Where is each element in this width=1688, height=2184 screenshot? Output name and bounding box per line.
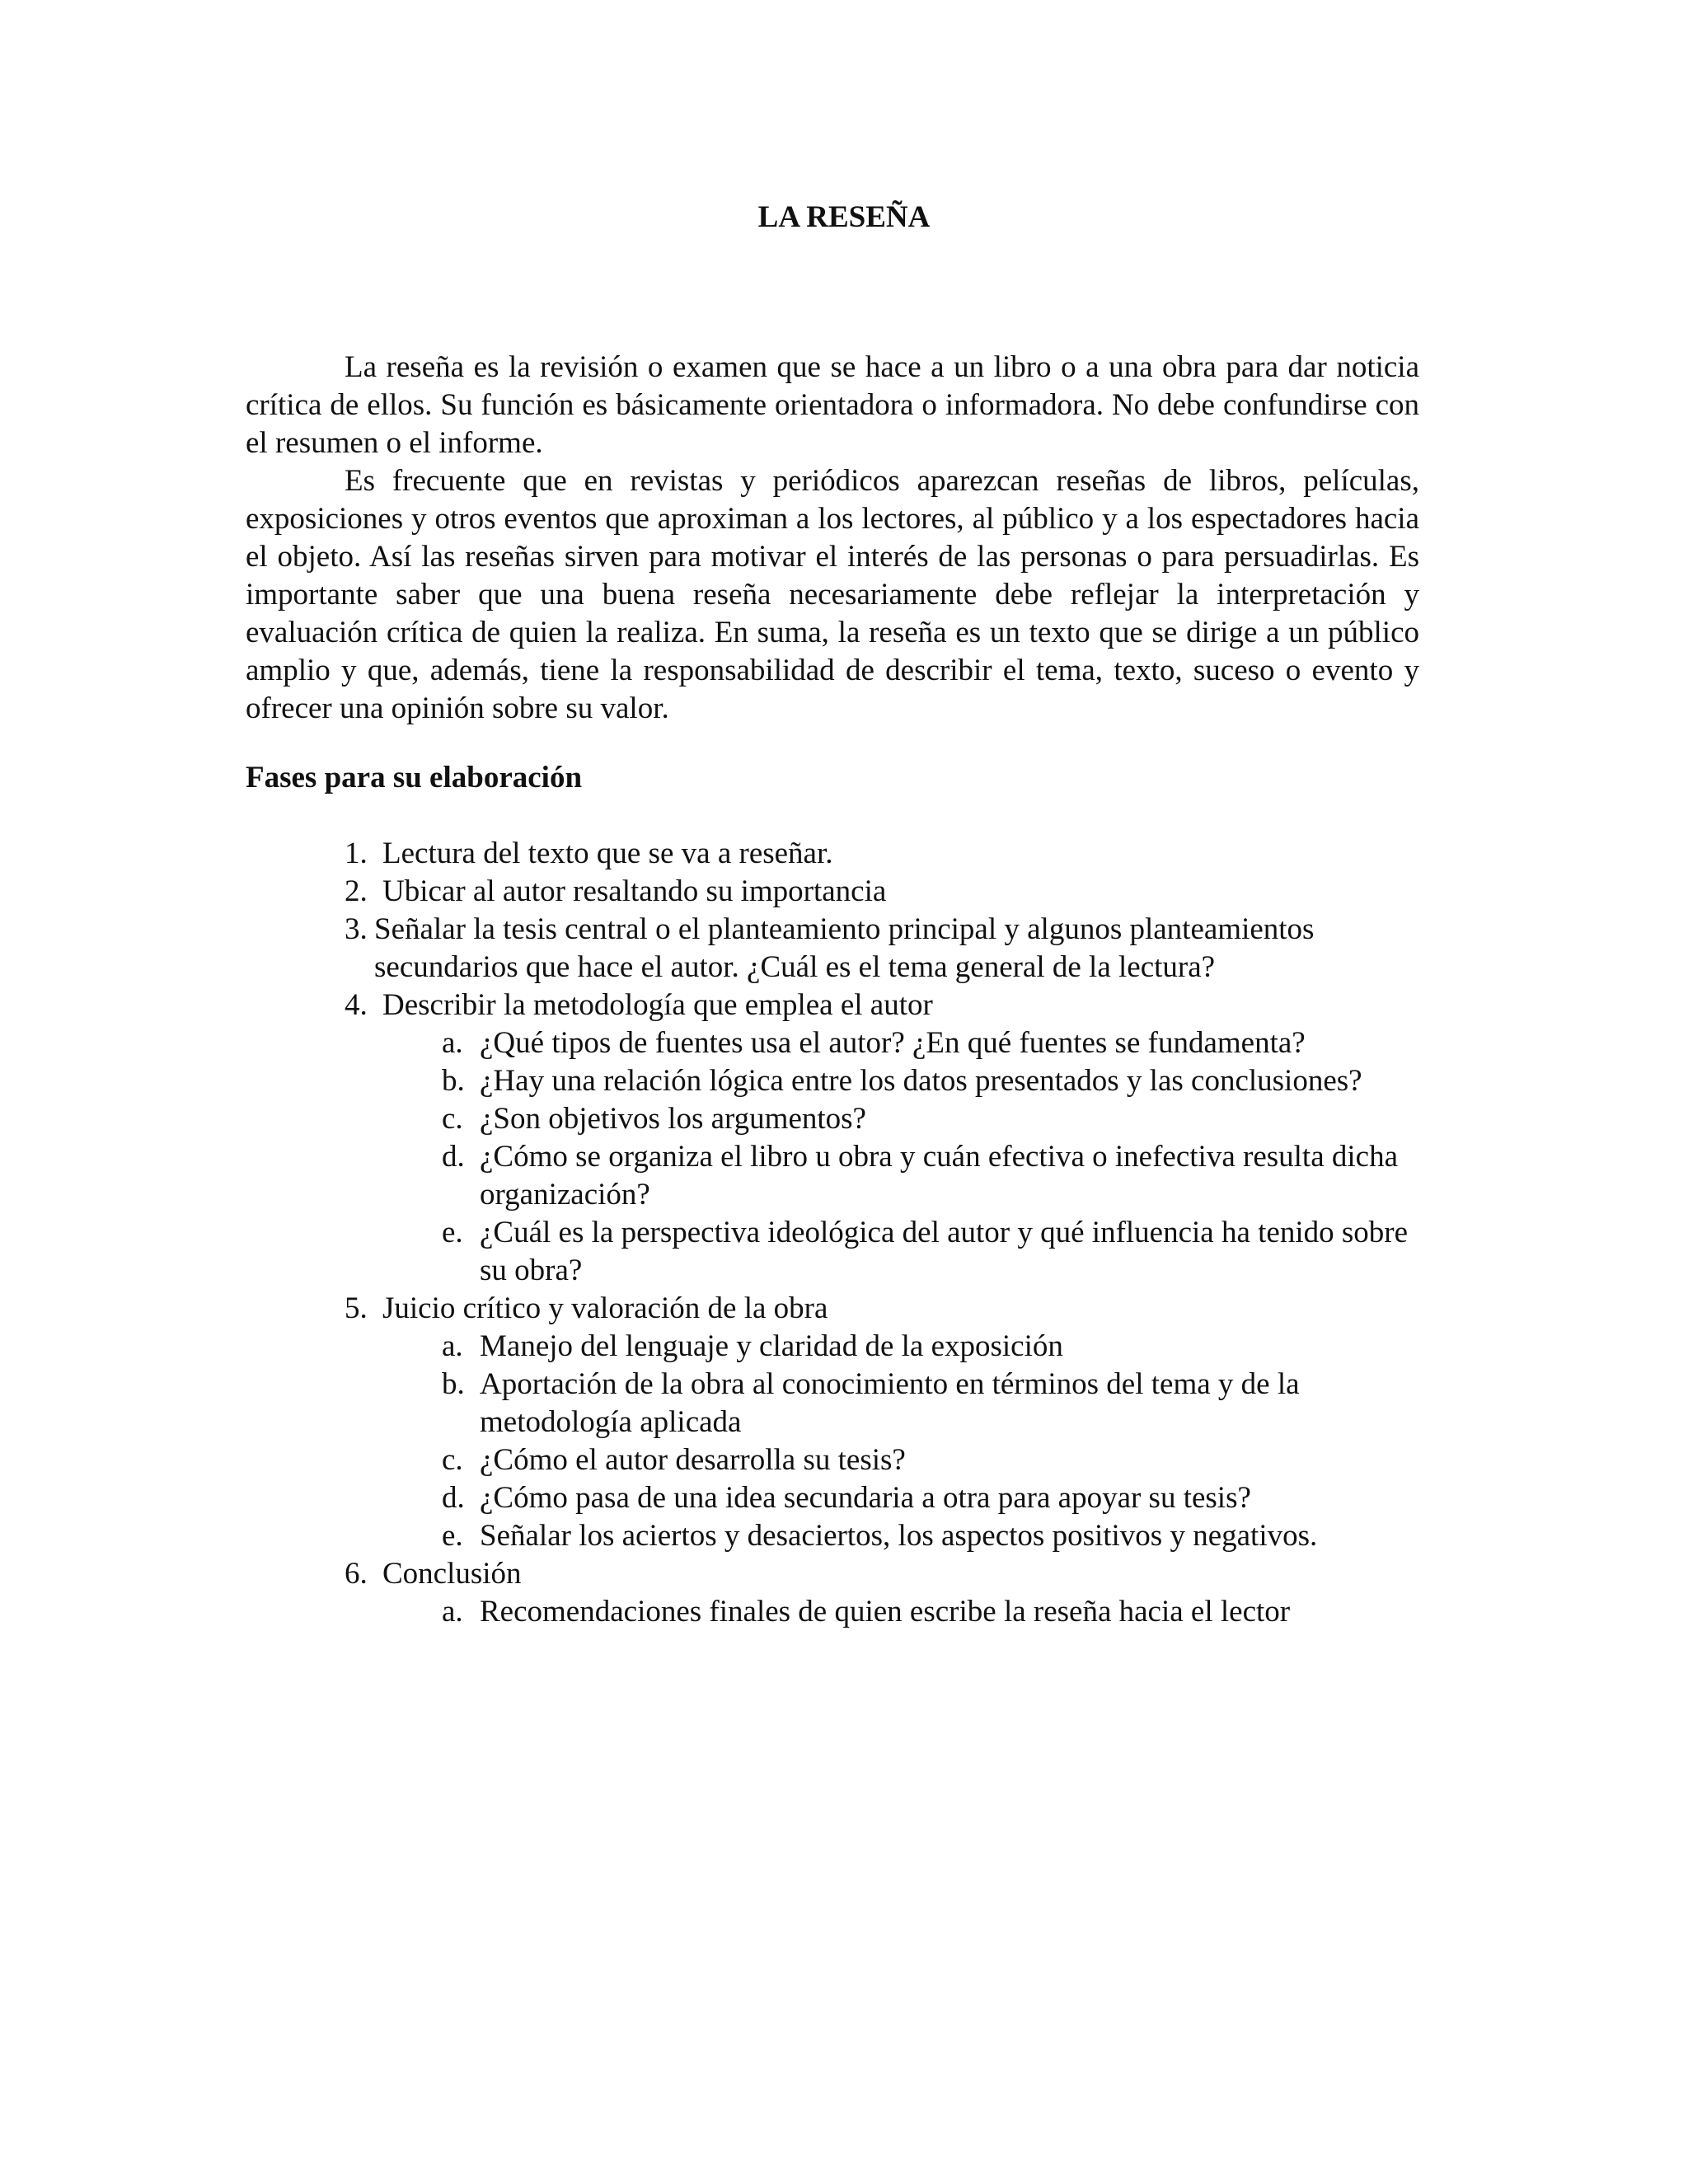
sub-list: [442, 1024, 1432, 1290]
sub-text: ¿Cómo el autor desarrolla su tesis?: [480, 1443, 906, 1477]
sub-item: [442, 1214, 1432, 1290]
step-number: 5.: [345, 1291, 368, 1325]
sub-item: [442, 1328, 1432, 1366]
paragraph-1: La reseña es la revisión o examen que se hace a un libro o a una obra para dar noticia crítica de ellos. Su función es básicamente orientadora o informadora. No debe confundirse con el resumen o el informe.: [246, 350, 1419, 460]
sub-text: Aportación de la obra al conocimiento en términos del tema y de la metodología aplicada: [480, 1367, 1300, 1439]
sub-item: [442, 1100, 1432, 1138]
sub-list: [442, 1328, 1432, 1555]
sub-text: ¿Hay una relación lógica entre los datos presentados y las conclusiones?: [480, 1064, 1362, 1098]
list-item: [345, 1290, 1432, 1555]
step-text: Juicio crítico y valoración de la obra: [382, 1291, 828, 1325]
list-item: [345, 873, 1432, 911]
sub-letter: d.: [442, 1481, 465, 1515]
sub-letter: c.: [442, 1443, 463, 1477]
sub-text: Manejo del lenguaje y claridad de la exposición: [480, 1329, 1063, 1363]
sub-letter: e.: [442, 1519, 463, 1553]
sub-letter: a.: [442, 1595, 463, 1629]
step-text: Ubicar al autor resaltando su importancia: [382, 874, 887, 908]
sub-letter: a.: [442, 1026, 463, 1060]
sub-item: [442, 1593, 1432, 1631]
step-text: Conclusión: [382, 1557, 522, 1591]
sub-letter: b.: [442, 1367, 465, 1401]
sub-letter: e.: [442, 1216, 463, 1249]
sub-letter: d.: [442, 1140, 465, 1174]
sub-text: ¿Cuál es la perspectiva ideológica del autor y qué influencia ha tenido sobre su obra?: [480, 1216, 1409, 1287]
sub-letter: c.: [442, 1102, 463, 1136]
sub-list: [442, 1593, 1432, 1631]
step-text: Señalar la tesis central o el planteamiento principal y algunos planteamientos secundarios que hace el autor. ¿Cuál es el tema general de la lectura?: [374, 912, 1315, 984]
step-number: 4.: [345, 988, 368, 1022]
sub-text: Recomendaciones finales de quien escribe la reseña hacia el lector: [480, 1595, 1291, 1629]
list-item: [345, 987, 1432, 1290]
sub-item: [442, 1138, 1432, 1214]
sub-letter: b.: [442, 1064, 465, 1098]
phases-list: [345, 835, 1432, 1631]
step-text: Lectura del texto que se va a reseñar.: [382, 837, 833, 870]
step-number: 2.: [345, 874, 368, 908]
sub-item: [442, 1517, 1432, 1555]
sub-text: ¿Cómo se organiza el libro u obra y cuán efectiva o inefectiva resulta dicha organización?: [480, 1140, 1398, 1212]
step-number: 1.: [345, 837, 368, 870]
section-heading: Fases para su elaboración: [246, 761, 583, 794]
sub-letter: a.: [442, 1329, 463, 1363]
step-text: Describir la metodología que emplea el autor: [382, 988, 933, 1022]
list-item: [345, 911, 1432, 987]
sub-text: ¿Cómo pasa de una idea secundaria a otra para apoyar su tesis?: [480, 1481, 1251, 1515]
sub-item: [442, 1479, 1432, 1517]
sub-text: ¿Son objetivos los argumentos?: [480, 1102, 866, 1136]
sub-item: [442, 1441, 1432, 1479]
page-title: LA RESEÑA: [757, 200, 931, 234]
sub-text: ¿Qué tipos de fuentes usa el autor? ¿En qué fuentes se fundamenta?: [480, 1026, 1306, 1060]
list-item: [345, 1555, 1432, 1631]
sub-text: Señalar los aciertos y desaciertos, los aspectos positivos y negativos.: [480, 1519, 1318, 1553]
list-item: [345, 835, 1432, 873]
step-number: 3.: [345, 912, 368, 946]
sub-item: [442, 1024, 1432, 1062]
intro-text: [246, 349, 1419, 728]
sub-item: [442, 1062, 1432, 1100]
paragraph-2: Es frecuente que en revistas y periódicos aparezcan reseñas de libros, películas, exposiciones y otros eventos que aproximan a los lectores, al público y a los espectadores hacia el objeto. Así las reseñas sirven para motivar el interés de las personas o para persuadirlas. Es importante saber que una buena reseña necesariamente debe reflejar la interpretación y evaluación crítica de quien la realiza. En suma, la reseña es un texto que se dirige a un público amplio y que, además, tiene la responsabilidad de describir el tema, texto, suceso o evento y ofrecer una opinión sobre su valor.: [246, 464, 1419, 725]
sub-item: [442, 1366, 1432, 1441]
step-number: 6.: [345, 1557, 368, 1591]
